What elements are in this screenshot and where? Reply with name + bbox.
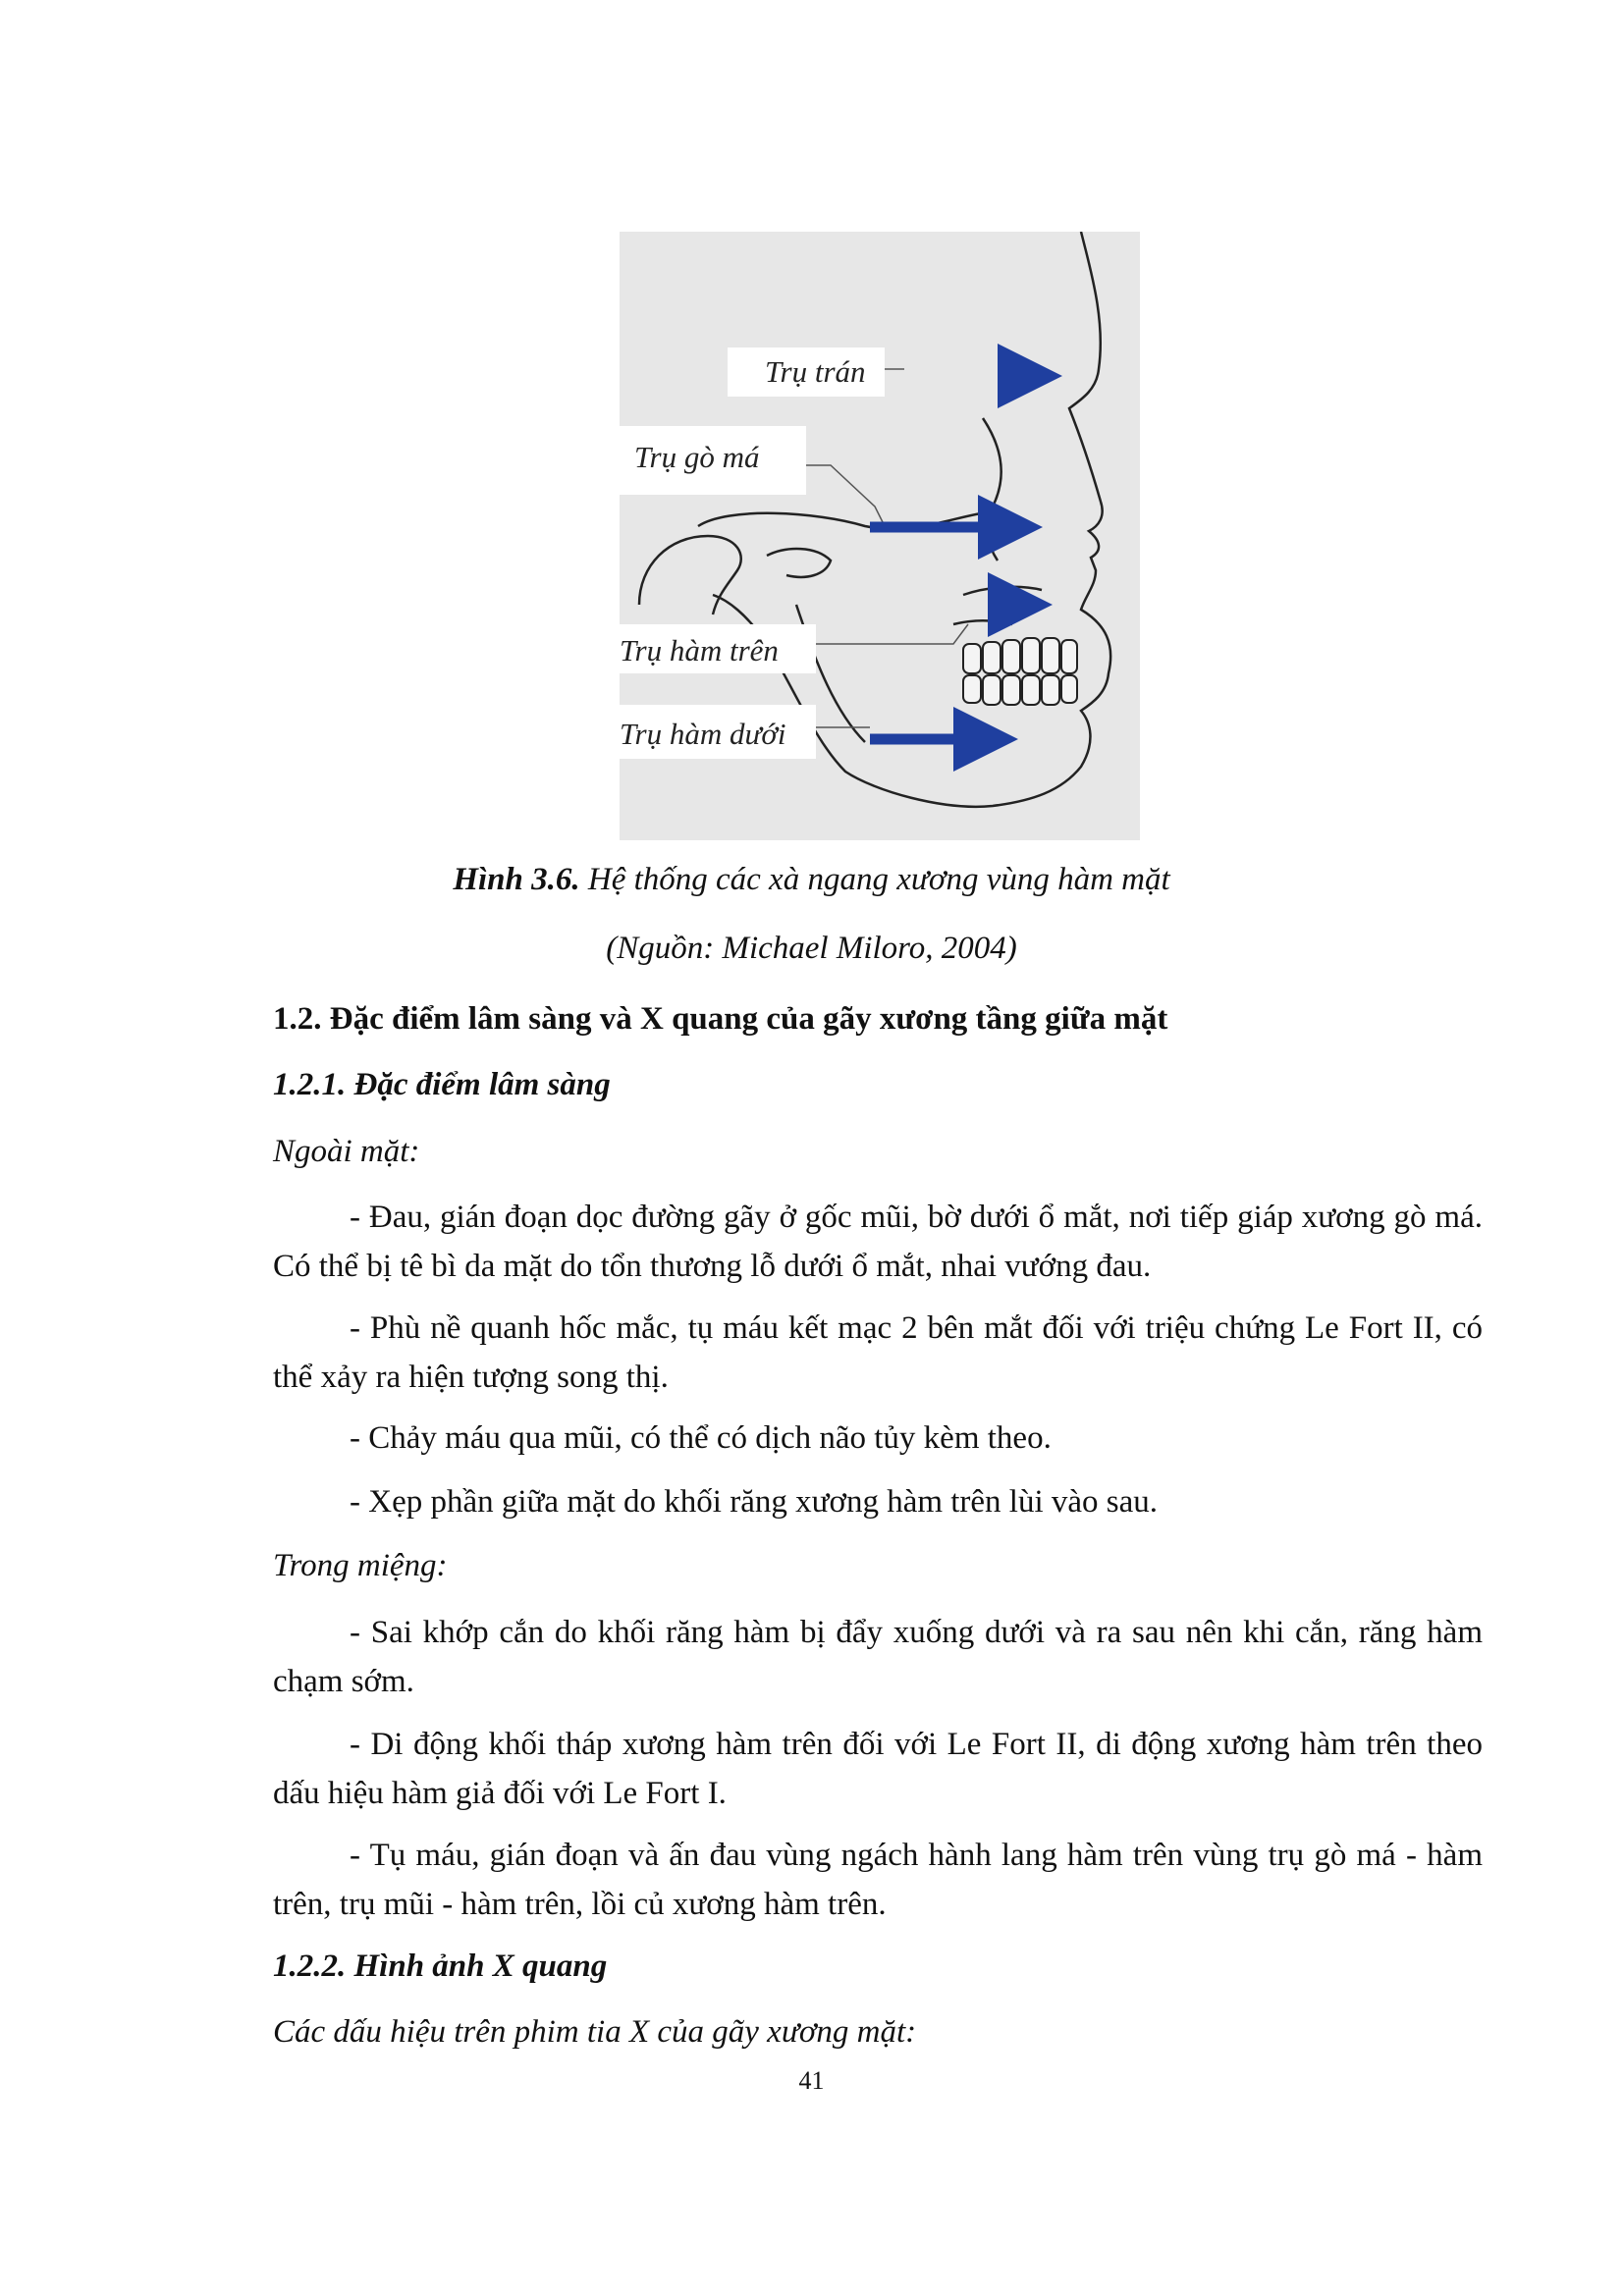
skull-buttress-figure	[620, 232, 1140, 840]
label-tru-tran: Trụ trán	[765, 354, 866, 389]
subsection-heading-clinical: 1.2.1. Đặc điểm lâm sàng	[273, 1067, 611, 1102]
figure-number: Hình 3.6.	[453, 862, 580, 897]
outside-face-label: Ngoài mặt:	[273, 1134, 420, 1169]
figure-source: (Nguồn: Michael Miloro, 2004)	[606, 931, 1017, 966]
section-heading: 1.2. Đặc điểm lâm sàng và X quang của gãy xương tầng giữa mặt	[273, 1001, 1168, 1037]
inside-item-1: - Sai khớp cắn do khối răng hàm bị đẩy xuống dưới và ra sau nên khi cắn, răng hàm chạm sớm.	[273, 1615, 1483, 1699]
leader-lines	[806, 369, 968, 727]
label-tru-ham-tren: Trụ hàm trên	[620, 633, 779, 667]
outside-item-2: - Phù nề quanh hốc mắc, tụ máu kết mạc 2 bên mắt đối với triệu chứng Le Fort II, có thể xảy ra hiện tượng song thị.	[273, 1310, 1483, 1395]
xray-signs-label: Các dấu hiệu trên phim tia X của gãy xương mặt:	[273, 2014, 917, 2050]
inside-item-2: - Di động khối tháp xương hàm trên đối với Le Fort II, di động xương hàm trên theo dấu hiệu hàm giả đối với Le Fort I.	[273, 1727, 1483, 1811]
skull-diagram	[620, 232, 1140, 840]
subsection-heading-xray: 1.2.2. Hình ảnh X quang	[273, 1949, 608, 1984]
page-number: 41	[798, 2066, 825, 2095]
figure-caption	[0, 862, 1623, 898]
outside-item-3: - Chảy máu qua mũi, có thể có dịch não tủy kèm theo.	[350, 1420, 1052, 1456]
label-boxes	[620, 347, 885, 759]
label-tru-ham-duoi: Trụ hàm dưới	[620, 717, 786, 751]
inside-mouth-label: Trong miệng:	[273, 1548, 448, 1583]
outside-item-4: - Xẹp phần giữa mặt do khối răng xương hàm trên lùi vào sau.	[350, 1484, 1159, 1520]
teeth	[963, 638, 1077, 705]
label-tru-go-ma: Trụ gò má	[634, 440, 760, 474]
inside-item-3: - Tụ máu, gián đoạn và ấn đau vùng ngách hành lang hàm trên vùng trụ gò má - hàm trên, trụ mũi - hàm trên, lồi củ xương hàm trên.	[273, 1838, 1483, 1922]
figure-title: Hệ thống các xà ngang xương vùng hàm mặt	[587, 862, 1170, 897]
outside-item-1: - Đau, gián đoạn dọc đường gãy ở gốc mũi, bờ dưới ổ mắt, nơi tiếp giáp xương gò má. Có thể bị tê bì da mặt do tổn thương lỗ dưới ổ mắt, nhai vướng đau.	[273, 1200, 1483, 1284]
